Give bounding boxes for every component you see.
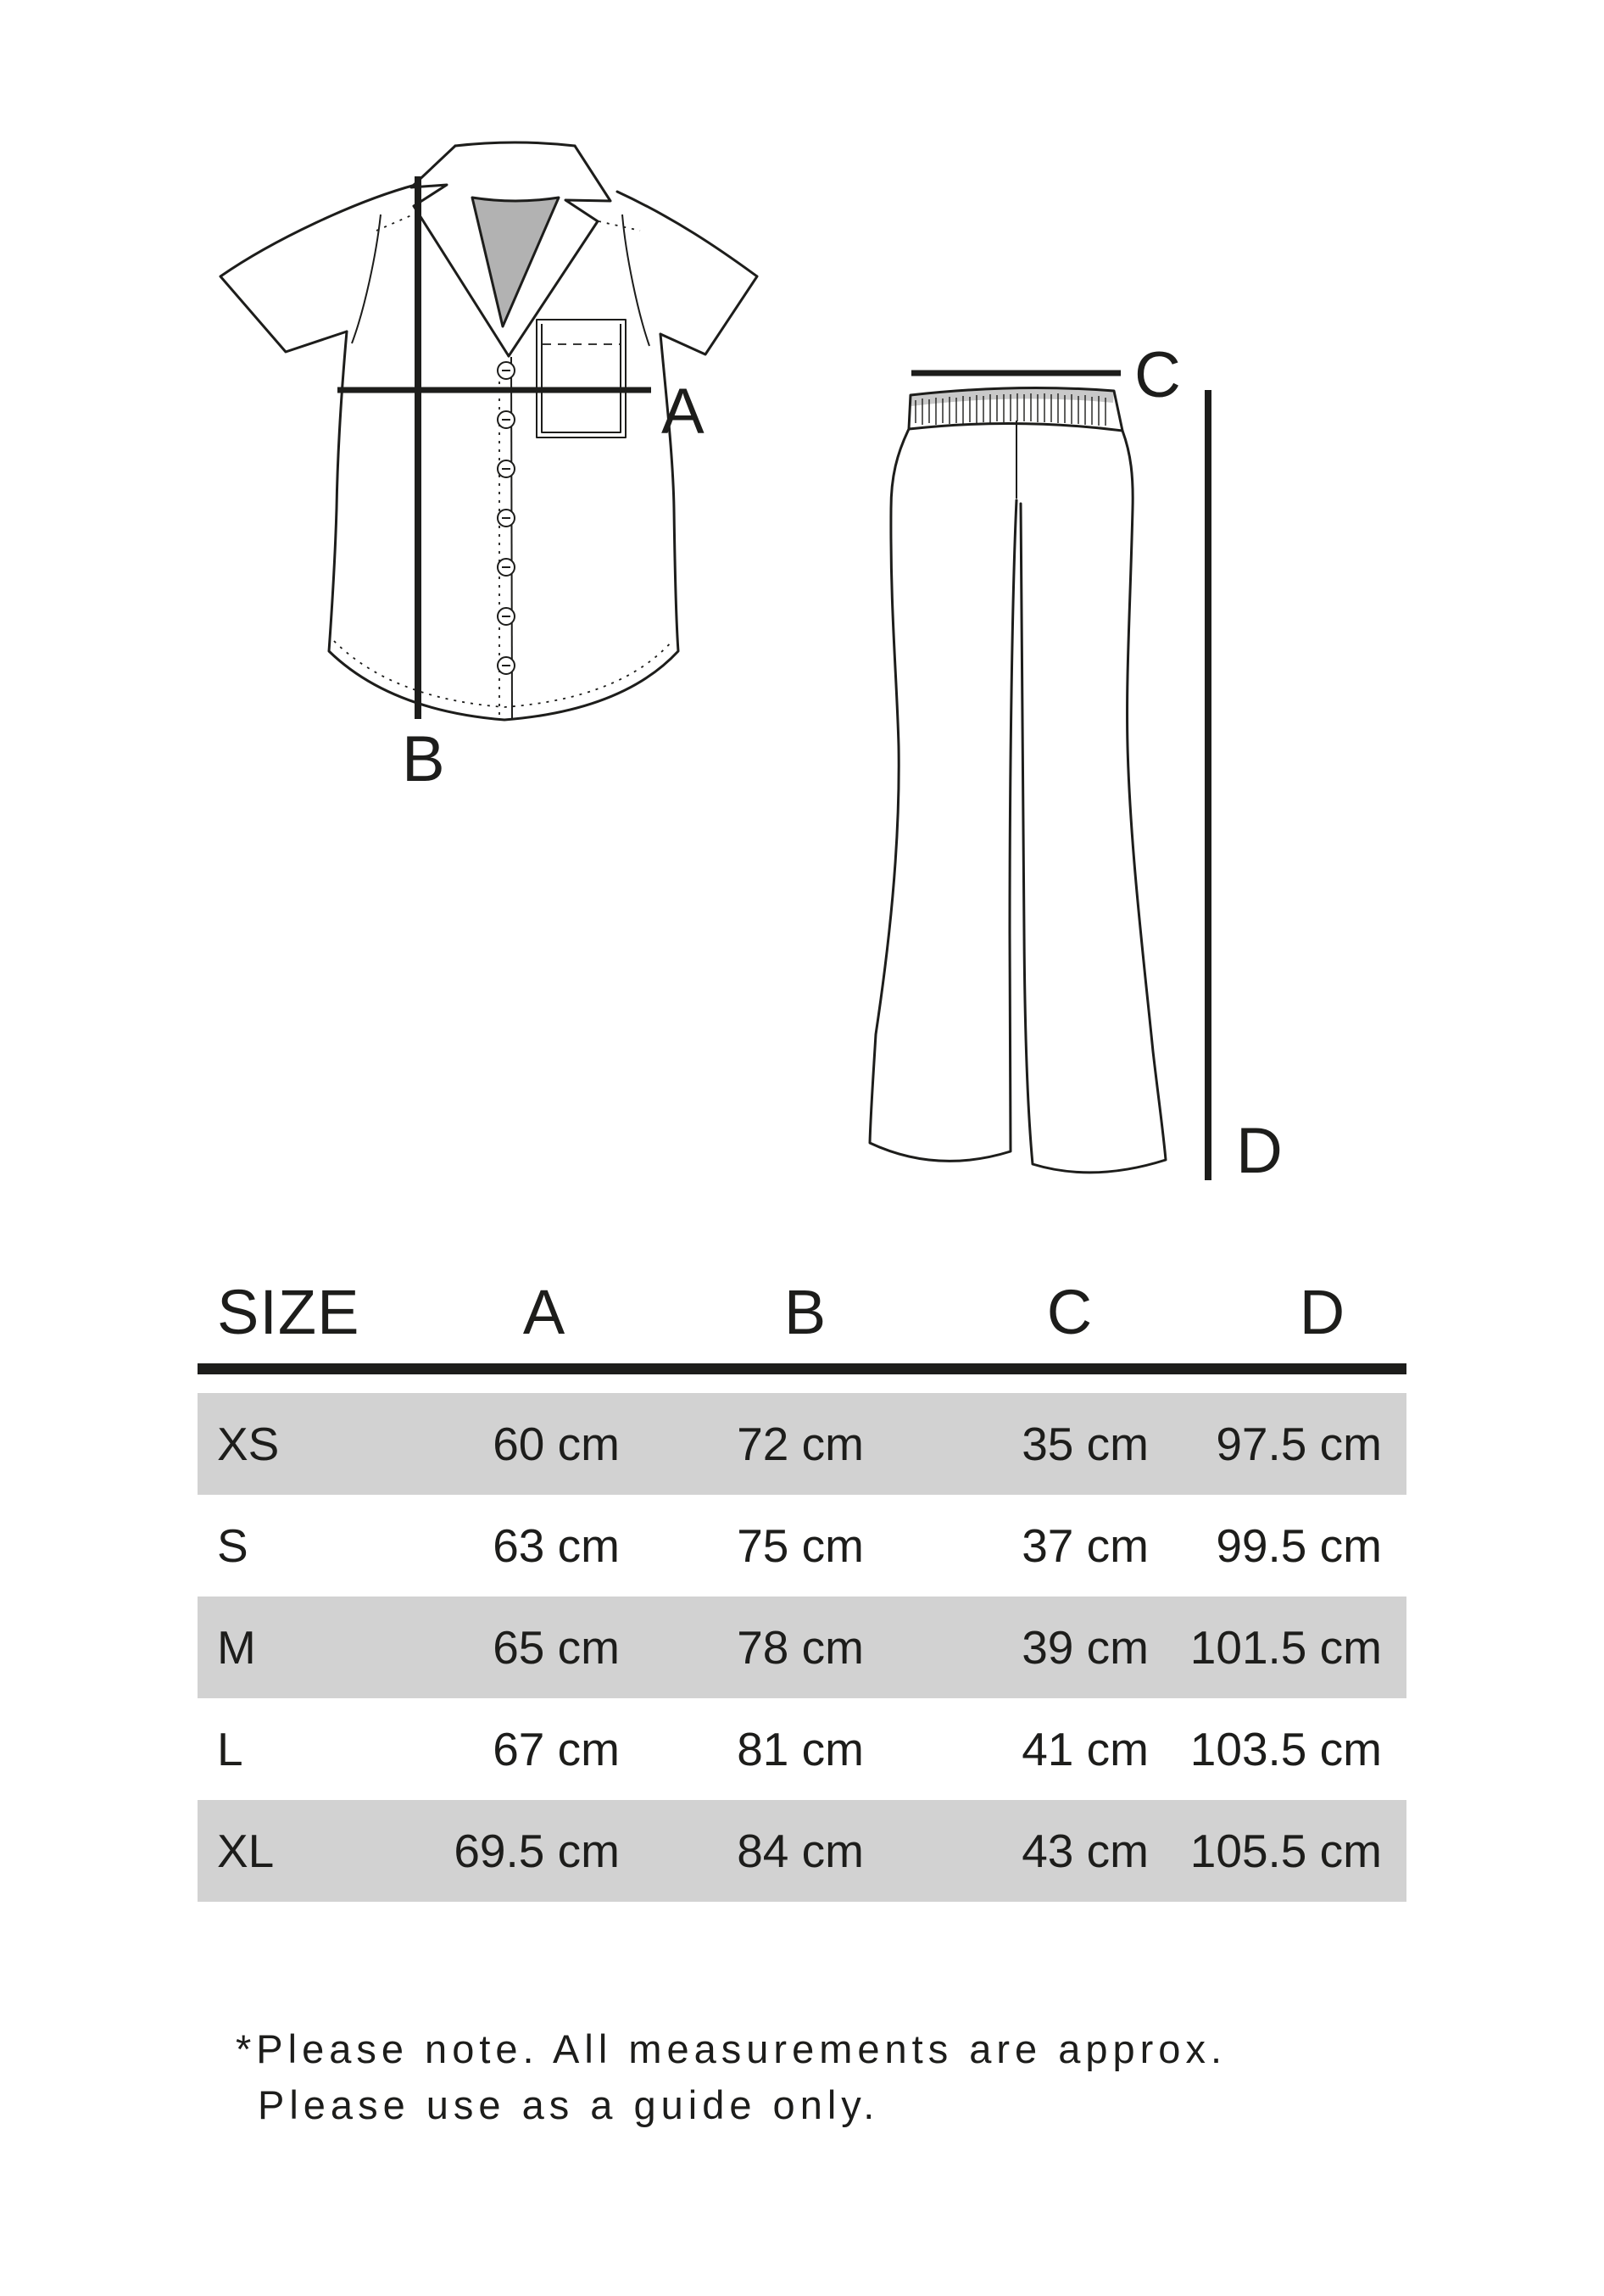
value-b: 84 cm bbox=[737, 1825, 864, 1877]
label-b: B bbox=[402, 723, 445, 795]
header-cell-a: A bbox=[522, 1277, 566, 1347]
pants-waistband-top-strip bbox=[911, 387, 1114, 406]
value-a: 67 cm bbox=[493, 1723, 620, 1775]
shirt-collar-inner-v bbox=[472, 198, 559, 326]
header-cell-size: SIZE bbox=[217, 1277, 360, 1347]
size-cell: L bbox=[217, 1723, 243, 1775]
value-b: 78 cm bbox=[737, 1621, 864, 1674]
shirt-left-armhole-seam bbox=[352, 215, 381, 343]
pants-left-leg bbox=[870, 429, 1016, 1161]
value-c: 39 cm bbox=[1022, 1621, 1149, 1674]
value-c: 41 cm bbox=[1022, 1723, 1149, 1775]
shirt-right-yoke-stitch bbox=[599, 221, 640, 231]
value-b: 75 cm bbox=[737, 1519, 864, 1572]
shirt-back-neck bbox=[455, 142, 575, 146]
value-a: 65 cm bbox=[493, 1621, 620, 1674]
size-table-header bbox=[198, 1269, 1406, 1358]
disclaimer-note bbox=[236, 2021, 1227, 2133]
table-row-m bbox=[198, 1597, 1406, 1698]
size-cell: M bbox=[217, 1621, 256, 1674]
value-c: 43 cm bbox=[1022, 1825, 1149, 1877]
pants-diagram bbox=[870, 339, 1283, 1187]
size-table bbox=[198, 1269, 1406, 1902]
table-row-l bbox=[198, 1698, 1406, 1800]
pants-right-leg bbox=[1021, 431, 1166, 1173]
size-cell: S bbox=[217, 1519, 248, 1572]
value-a: 69.5 cm bbox=[454, 1825, 620, 1877]
table-row-xl bbox=[198, 1800, 1406, 1902]
value-b: 72 cm bbox=[737, 1418, 864, 1470]
shirt-right-sleeve bbox=[617, 192, 757, 354]
shirt-diagram bbox=[220, 142, 757, 795]
size-cell: XS bbox=[217, 1418, 280, 1470]
label-a: A bbox=[661, 376, 705, 448]
value-d: 105.5 cm bbox=[1189, 1825, 1382, 1877]
value-c: 35 cm bbox=[1022, 1418, 1149, 1470]
shirt-pocket bbox=[537, 320, 626, 437]
value-d: 101.5 cm bbox=[1189, 1621, 1382, 1674]
value-d: 103.5 cm bbox=[1189, 1723, 1382, 1775]
shirt-left-sleeve bbox=[220, 185, 415, 352]
header-cell-b: B bbox=[783, 1277, 827, 1347]
value-b: 81 cm bbox=[737, 1723, 864, 1775]
value-a: 63 cm bbox=[493, 1519, 620, 1572]
header-rule bbox=[198, 1363, 1406, 1374]
note-line-2: Please use as a guide only. bbox=[258, 2082, 880, 2127]
label-c: C bbox=[1134, 339, 1181, 411]
header-cell-c: C bbox=[1046, 1277, 1094, 1347]
table-row-xs bbox=[198, 1393, 1406, 1495]
value-d: 97.5 cm bbox=[1216, 1418, 1382, 1470]
table-row-s bbox=[198, 1495, 1406, 1597]
value-d: 99.5 cm bbox=[1216, 1519, 1382, 1572]
label-d: D bbox=[1236, 1115, 1283, 1187]
note-line-1: *Please note. All measurements are approx. bbox=[236, 2026, 1228, 2071]
size-cell: XL bbox=[217, 1825, 275, 1877]
value-c: 37 cm bbox=[1022, 1519, 1149, 1572]
value-a: 60 cm bbox=[493, 1418, 620, 1470]
header-cell-d: D bbox=[1299, 1277, 1346, 1347]
shirt-left-yoke-stitch bbox=[376, 213, 417, 231]
